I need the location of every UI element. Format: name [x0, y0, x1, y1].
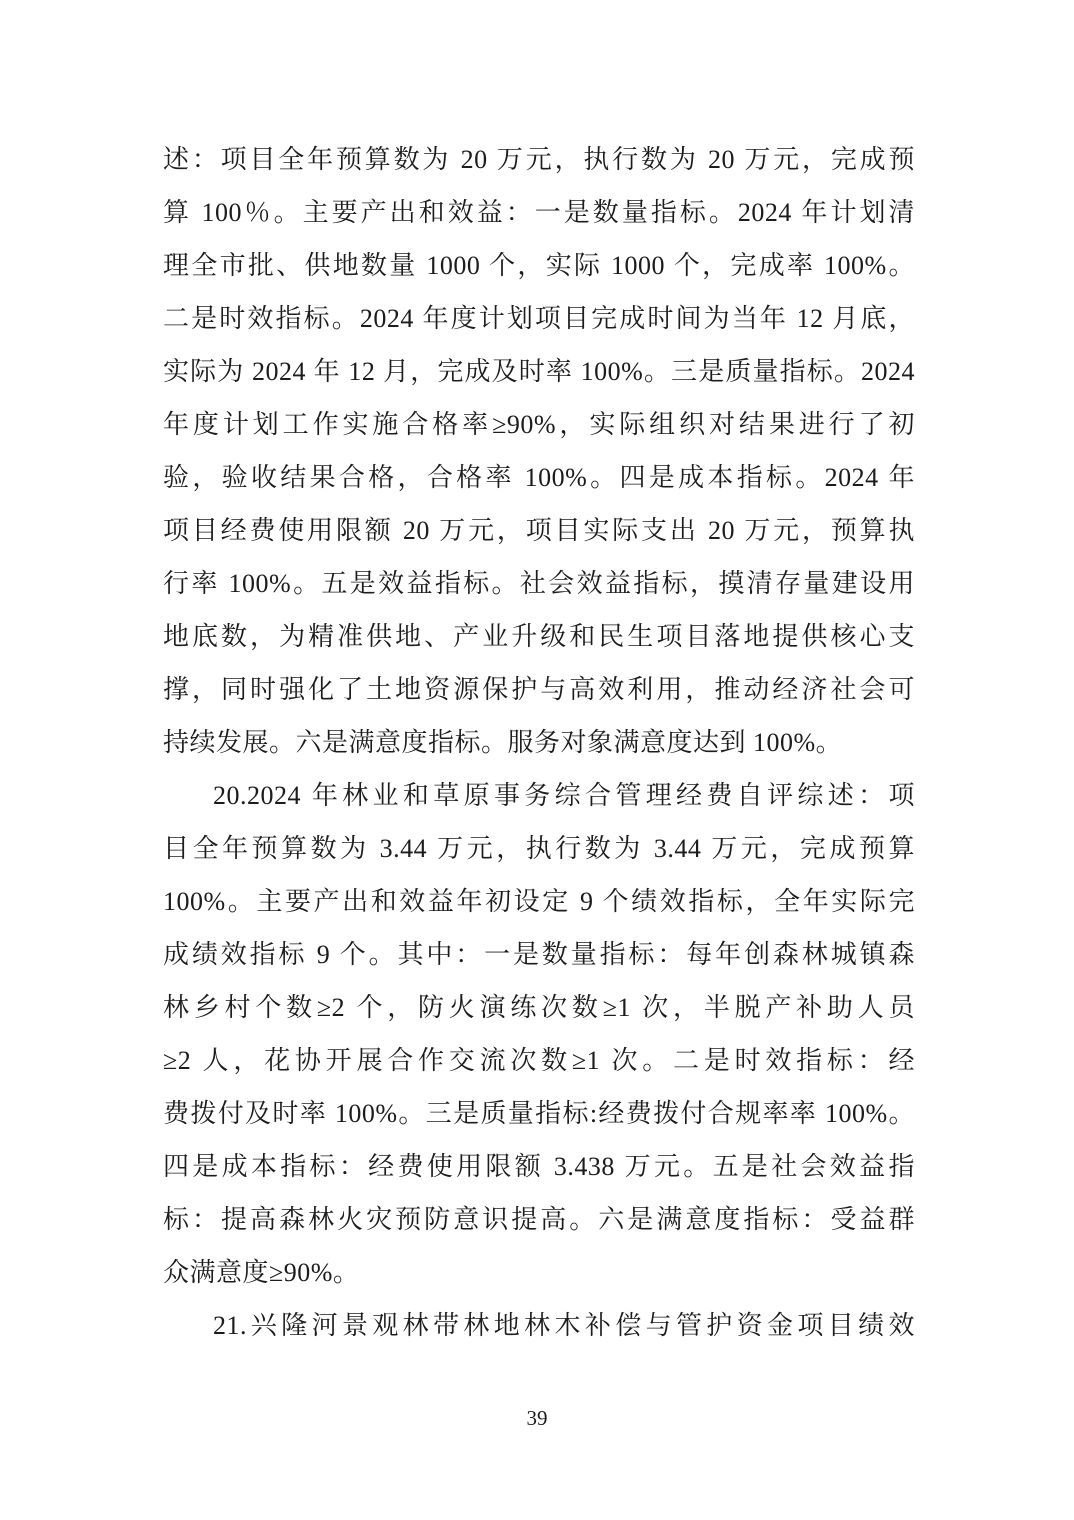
document-line: 行率 100%。五是效益指标。社会效益指标，摸清存量建设用 — [163, 569, 915, 598]
document-line: 实际为 2024 年 12 月，完成及时率 100%。三是质量指标。2024 — [163, 357, 915, 386]
document-line: 地底数，为精准供地、产业升级和民生项目落地提供核心支 — [163, 622, 915, 651]
document-line: 100%。主要产出和效益年初设定 9 个绩效指标，全年实际完 — [163, 887, 915, 916]
document-line: 撑，同时强化了土地资源保护与高效利用，推动经济社会可 — [163, 675, 915, 704]
document-line: 年度计划工作实施合格率≥90%，实际组织对结果进行了初 — [163, 410, 915, 439]
document-line: 二是时效指标。2024 年度计划项目完成时间为当年 12 月底， — [163, 304, 915, 333]
document-line: 标：提高森林火灾预防意识提高。六是满意度指标：受益群 — [163, 1205, 915, 1234]
document-line: 众满意度≥90%。 — [163, 1258, 360, 1287]
document-line: 理全市批、供地数量 1000 个，实际 1000 个，完成率 100%。 — [163, 251, 915, 280]
document-line: ≥2 人，花协开展合作交流次数≥1 次。二是时效指标：经 — [163, 1046, 915, 1075]
document-line: 四是成本指标：经费使用限额 3.438 万元。五是社会效益指 — [163, 1152, 915, 1181]
page-number: 39 — [526, 1406, 548, 1430]
document-line: 费拨付及时率 100%。三是质量指标:经费拨付合规率率 100%。 — [163, 1099, 915, 1128]
document-line: 林乡村个数≥2 个，防火演练次数≥1 次，半脱产补助人员 — [163, 993, 915, 1022]
document-line: 20.2024 年林业和草原事务综合管理经费自评综述：项 — [213, 781, 915, 810]
document-line: 持续发展。六是满意度指标。服务对象满意度达到 100%。 — [163, 728, 843, 757]
document-line: 成绩效指标 9 个。其中：一是数量指标：每年创森林城镇森 — [163, 940, 915, 969]
document-body — [163, 133, 915, 1352]
document-line: 验，验收结果合格，合格率 100%。四是成本指标。2024 年 — [163, 463, 915, 492]
document-line: 述：项目全年预算数为 20 万元，执行数为 20 万元，完成预 — [163, 145, 915, 174]
document-line: 算 100％。主要产出和效益：一是数量指标。2024 年计划清 — [163, 198, 915, 227]
document-line: 目全年预算数为 3.44 万元，执行数为 3.44 万元，完成预算 — [163, 834, 915, 863]
document-line: 项目经费使用限额 20 万元，项目实际支出 20 万元，预算执 — [163, 516, 915, 545]
document-line: 21.兴隆河景观林带林地林木补偿与管护资金项目绩效 — [213, 1311, 915, 1340]
